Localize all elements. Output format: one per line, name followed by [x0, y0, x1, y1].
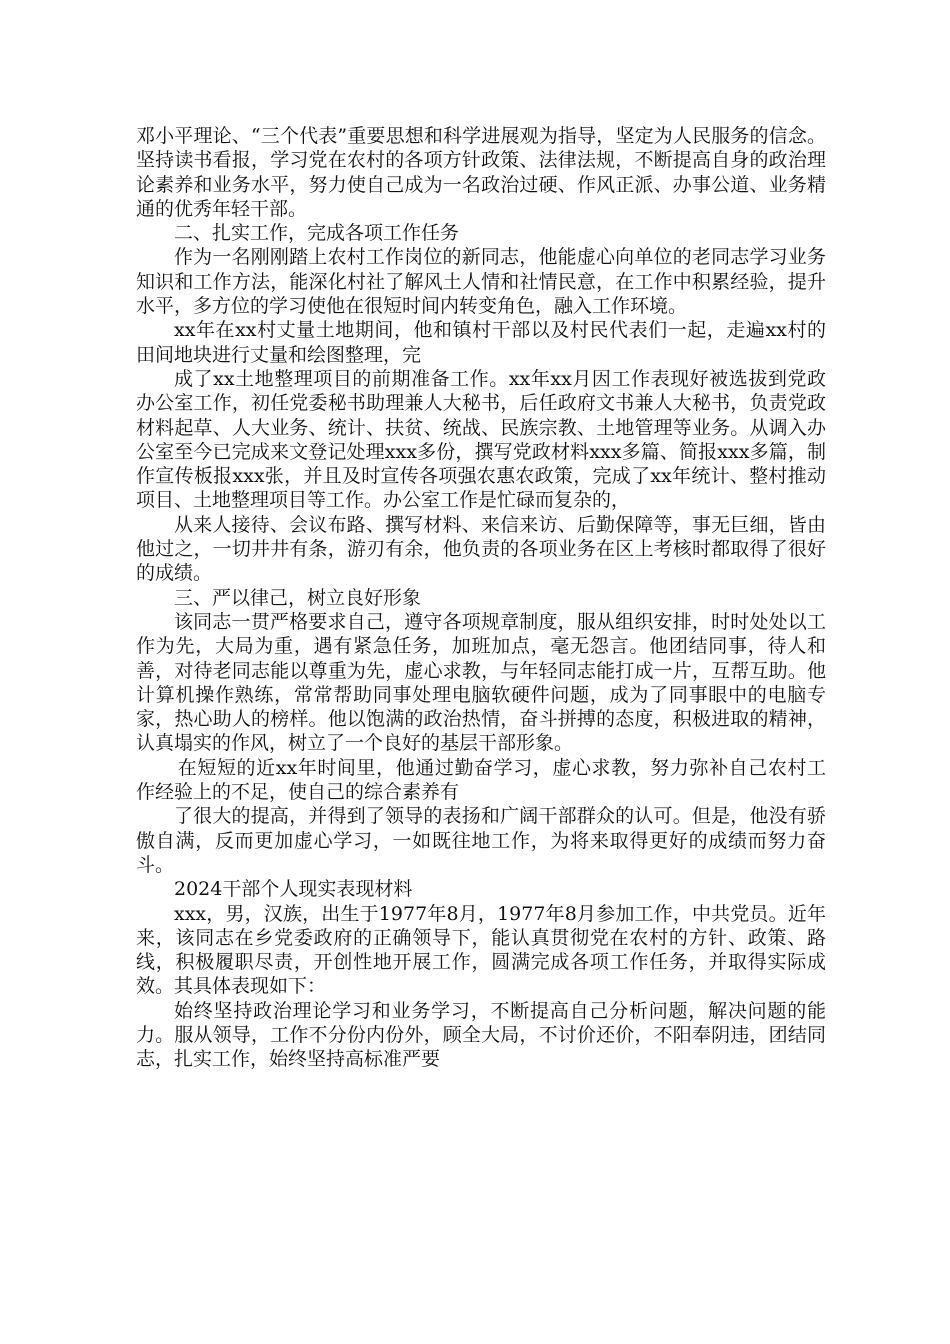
document-body [136, 124, 826, 1072]
paragraph-13: 始终坚持政治理论学习和业务学习，不断提高自己分析问题，解决问题的能力。服从领导，工作不分份内份外，顾全大局，不讨价还价，不阳奉阴违，团结同志，扎实工作，始终坚持高标准严要 [136, 999, 826, 1071]
section-heading-2: 二、扎实工作，完成各项工作任务 [174, 222, 460, 245]
section-heading-7: 三、严以律己，树立良好形象 [174, 586, 422, 609]
paragraph-9: 在短短的近xx年时间里，他通过勤奋学习，虚心求教，努力弥补自己农村工作经验上的不足，使自己的综合素养有 [136, 756, 826, 804]
paragraph-6: 从来人接待、会议布路、撰写材料、来信来访、后勤保障等，事无巨细，皆由他过之，一切井井有条，游刃有余，他负责的各项业务在区上考核时都取得了很好的成绩。 [136, 513, 826, 585]
paragraph-5: 成了xx土地整理项目的前期准备工作。xx年xx月因工作表现好被选拔到党政办公室工作，初任党委秘书助理兼人大秘书，后任政府文书兼人大秘书，负责党政材料起草、人大业务、统计、扶贫、统战、民族宗教、土地管理等业务。从调入办公室至今已完成来文登记处理xxx多份，撰写党政材料xxx多篇、简报xxx多篇，制作宣传板报xxx张，并且及时宣传各项强农惠农政策，完成了xx年统计、整村推动项目、土地整理项目等工作。办公室工作是忙碌而复杂的， [136, 367, 826, 512]
paragraph-12: xxx，男，汉族，出生于1977年8月，1977年8月参加工作，中共党员。近年来，该同志在乡党委政府的正确领导下，能认真贯彻党在农村的方针、政策、路线，积极履职尽责，开创性地开展工作，圆满完成各项工作任务，并取得实际成效。其具体表现如下： [136, 902, 826, 998]
paragraph-4: xx年在xx村丈量土地期间，他和镇村干部以及村民代表们一起，走遍xx村的田间地块进行丈量和绘图整理，完 [136, 319, 826, 366]
paragraph-10: 了很大的提高，并得到了领导的表扬和广阔干部群众的认可。但是，他没有骄傲自满，反而更加虚心学习，一如既往地工作，为将来取得更好的成绩而努力奋斗。 [136, 805, 826, 876]
paragraph-1: 邓小平理论、“三个代表”重要思想和科学进展观为指导，坚定为人民服务的信念。坚持读书看报，学习党在农村的各项方针政策、法律法规，不断提高自身的政治理论素养和业务水平，努力使自己成为一名政治过硬、作风正派、办事公道、业务精通的优秀年轻干部。 [136, 125, 826, 220]
document-title-11: 2024干部个人现实表现材料 [174, 878, 413, 901]
paragraph-3: 作为一名刚刚踏上农村工作岗位的新同志，他能虚心向单位的老同志学习业务知识和工作方法，能深化村社了解风土人情和社情民意，在工作中积累经验，提升水平，多方位的学习使他在很短时间内转变角色，融入工作环境。 [136, 246, 826, 318]
paragraph-8: 该同志一贯严格要求自己，遵守各项规章制度，服从组织安排，时时处处以工作为先，大局为重，遇有紧急任务，加班加点，毫无怨言。他团结同事，待人和善，对待老同志能以尊重为先，虚心求教，与年轻同志能打成一片，互帮互助。他计算机操作熟练，常常帮助同事处理电脑软硬件问题，成为了同事眼中的电脑专家，热心助人的榜样。他以饱满的政治热情，奋斗拼搏的态度，积极进取的精神，认真塌实的作风，树立了一个良好的基层干部形象。 [136, 610, 826, 755]
